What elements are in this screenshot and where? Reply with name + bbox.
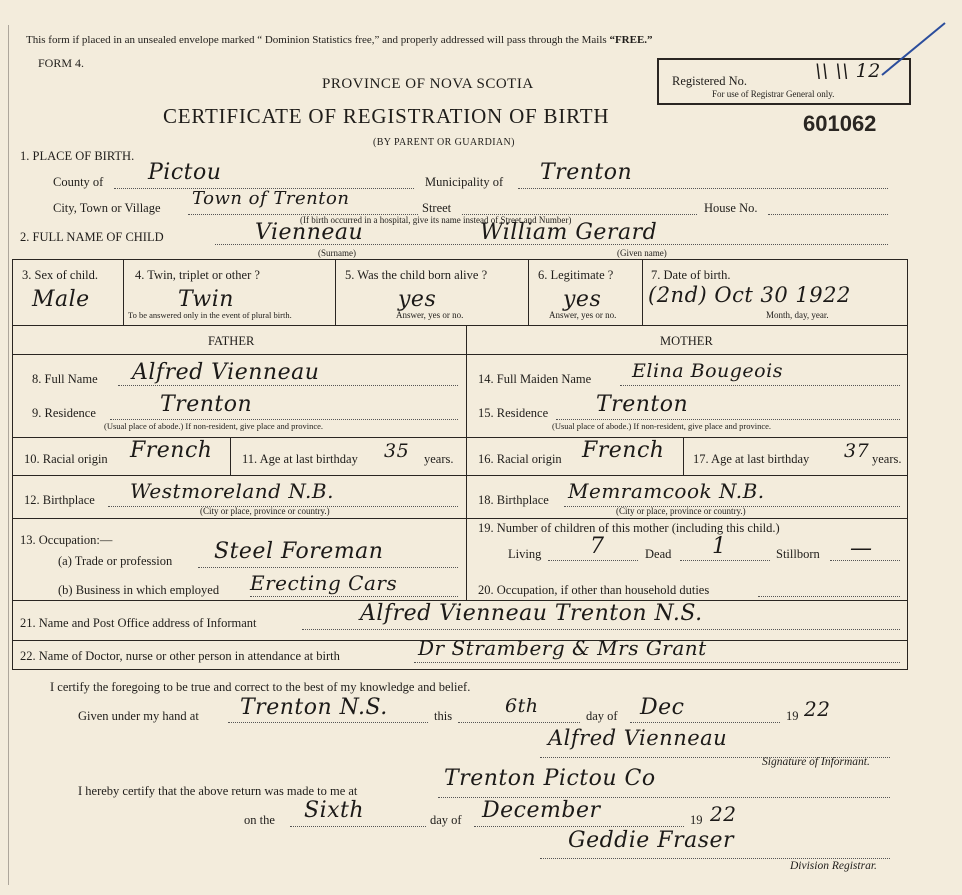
municipality-value: Trenton	[540, 160, 633, 185]
county-value: Pictou	[148, 160, 222, 185]
on-label: on the	[244, 813, 275, 827]
registrar-place: Trenton Pictou Co	[444, 766, 656, 791]
informant-signature: Alfred Vienneau	[548, 726, 728, 750]
father-birthplace: Westmoreland N.B.	[130, 479, 334, 503]
registrar-note: For use of Registrar General only.	[712, 89, 835, 99]
given-year: 22	[804, 697, 831, 721]
municipality-label: Municipality of	[425, 175, 504, 189]
mail-notice-text: This form if placed in an unsealed envelope marked “ Dominion Statistics free,” and properly addressed will pass through the Mails	[26, 34, 607, 46]
given-note: (Given name)	[617, 248, 667, 258]
father-heading: FATHER	[208, 334, 255, 348]
legit-note: Answer, yes or no.	[549, 310, 617, 320]
dob-value: (2nd) Oct 30 1922	[648, 283, 851, 307]
given-year-prefix: 19	[786, 709, 799, 723]
father-name-label: 8. Full Name	[32, 372, 98, 386]
mail-notice-free: “FREE.”	[609, 34, 653, 46]
child-given-name: William Gerard	[480, 220, 658, 245]
living-label: Living	[508, 547, 542, 561]
occupation-label: 13. Occupation:—	[20, 533, 113, 547]
registrar-sig-label: Division Registrar.	[790, 860, 877, 872]
mother-birthplace: Memramcook N.B.	[568, 479, 765, 503]
mother-racial: French	[582, 438, 665, 463]
pen-mark-icon	[880, 20, 950, 80]
given-month: Dec	[640, 695, 685, 720]
legit-value: yes	[563, 287, 602, 312]
dob-label: 7. Date of birth.	[651, 268, 731, 282]
alive-label: 5. Was the child born alive ?	[345, 268, 488, 282]
twin-value: Twin	[178, 287, 234, 312]
father-birthplace-label: 12. Birthplace	[24, 493, 95, 507]
father-res: Trenton	[160, 392, 253, 417]
legit-label: 6. Legitimate ?	[538, 268, 614, 282]
mother-birthplace-label: 18. Birthplace	[478, 493, 549, 507]
mother-res-note: (Usual place of abode.) If non-resident, give place and province.	[552, 421, 772, 431]
doctor-label: 22. Name of Doctor, nurse or other person in attendance at birth	[20, 649, 340, 663]
registrar-dayof-label: day of	[430, 813, 462, 827]
informant-sig-label: Signature of Informant.	[762, 756, 870, 768]
mother-name-label: 14. Full Maiden Name	[478, 372, 592, 386]
mother-age-label: 17. Age at last birthday	[693, 452, 810, 466]
mother-years: years.	[872, 452, 902, 466]
alive-note: Answer, yes or no.	[396, 310, 464, 320]
mother-age: 37	[844, 440, 870, 462]
stillborn-value: —	[850, 536, 873, 561]
mother-res: Trenton	[596, 392, 689, 417]
registered-label: Registered No.	[672, 74, 747, 88]
hospital-note: (If birth occurred in a hospital, give its name instead of Street and Number)	[300, 215, 572, 225]
registrar-certify-text: I hereby certify that the above return was made to me at	[78, 784, 358, 798]
mother-birthplace-note: (City or place, province or country.)	[616, 506, 746, 516]
father-racial-label: 10. Racial origin	[24, 452, 108, 466]
registrar-day: Sixth	[304, 798, 365, 823]
doctor-value: Dr Stramberg & Mrs Grant	[418, 636, 707, 660]
city-value: Town of Trenton	[192, 188, 350, 209]
mother-heading: MOTHER	[660, 334, 713, 348]
father-age-label: 11. Age at last birthday	[242, 452, 358, 466]
informant-label: 21. Name and Post Office address of Informant	[20, 616, 257, 630]
father-racial: French	[130, 438, 213, 463]
living-value: 7	[590, 534, 605, 559]
informant-value: Alfred Vienneau Trenton N.S.	[360, 601, 703, 626]
registered-value: \\ \\ 12	[815, 60, 881, 82]
province-title: PROVINCE OF NOVA SCOTIA	[322, 76, 534, 92]
mail-notice	[26, 34, 653, 46]
dayof-label: day of	[586, 709, 618, 723]
children-label: 19. Number of children of this mother (including this child.)	[478, 521, 780, 535]
stillborn-label: Stillborn	[776, 547, 820, 561]
twin-note: To be answered only in the event of plural birth.	[128, 310, 292, 320]
alive-value: yes	[398, 287, 437, 312]
twin-label: 4. Twin, triplet or other ?	[135, 268, 260, 282]
father-name: Alfred Vienneau	[132, 360, 320, 385]
mother-racial-label: 16. Racial origin	[478, 452, 562, 466]
father-birthplace-note: (City or place, province or country.)	[200, 506, 330, 516]
father-years: years.	[424, 452, 454, 466]
mother-occupation-label: 20. Occupation, if other than household duties	[478, 583, 710, 597]
given-label: Given under my hand at	[78, 709, 199, 723]
dead-value: 1	[712, 534, 727, 559]
registrar-year-prefix: 19	[690, 813, 703, 827]
place-of-birth-label: 1. PLACE OF BIRTH.	[20, 149, 135, 163]
mother-res-label: 15. Residence	[478, 406, 549, 420]
trade-label: (a) Trade or profession	[58, 554, 173, 568]
father-res-label: 9. Residence	[32, 406, 96, 420]
house-label: House No.	[704, 201, 758, 215]
registrar-month: December	[482, 798, 601, 823]
sex-label: 3. Sex of child.	[22, 268, 99, 282]
trade-value: Steel Foreman	[214, 539, 384, 564]
certify-text: I certify the foregoing to be true and correct to the best of my knowledge and belief.	[50, 680, 471, 694]
business-label: (b) Business in which employed	[58, 583, 220, 597]
surname-note: (Surname)	[318, 248, 356, 258]
father-res-note: (Usual place of abode.) If non-resident, give place and province.	[104, 421, 324, 431]
mother-name: Elina Bougeois	[632, 360, 783, 382]
certificate-number: 601062	[803, 111, 877, 136]
business-value: Erecting Cars	[250, 571, 398, 595]
page-subtitle: (BY PARENT OR GUARDIAN)	[373, 137, 515, 148]
father-age: 35	[384, 440, 410, 462]
street-label: Street	[422, 201, 452, 215]
registrar-year: 22	[710, 802, 737, 826]
given-day: 6th	[505, 695, 539, 717]
given-place: Trenton N.S.	[240, 695, 388, 720]
this-label: this	[434, 709, 453, 723]
dob-note: Month, day, year.	[766, 310, 829, 320]
sex-value: Male	[32, 287, 90, 312]
child-name-label: 2. FULL NAME OF CHILD	[20, 230, 164, 244]
city-label: City, Town or Village	[53, 201, 161, 215]
dead-label: Dead	[645, 547, 672, 561]
county-label: County of	[53, 175, 104, 189]
form-number: FORM 4.	[38, 56, 85, 70]
child-surname: Vienneau	[255, 220, 364, 245]
registrar-signature: Geddie Fraser	[568, 828, 735, 853]
page-title: CERTIFICATE OF REGISTRATION OF BIRTH	[163, 104, 610, 128]
